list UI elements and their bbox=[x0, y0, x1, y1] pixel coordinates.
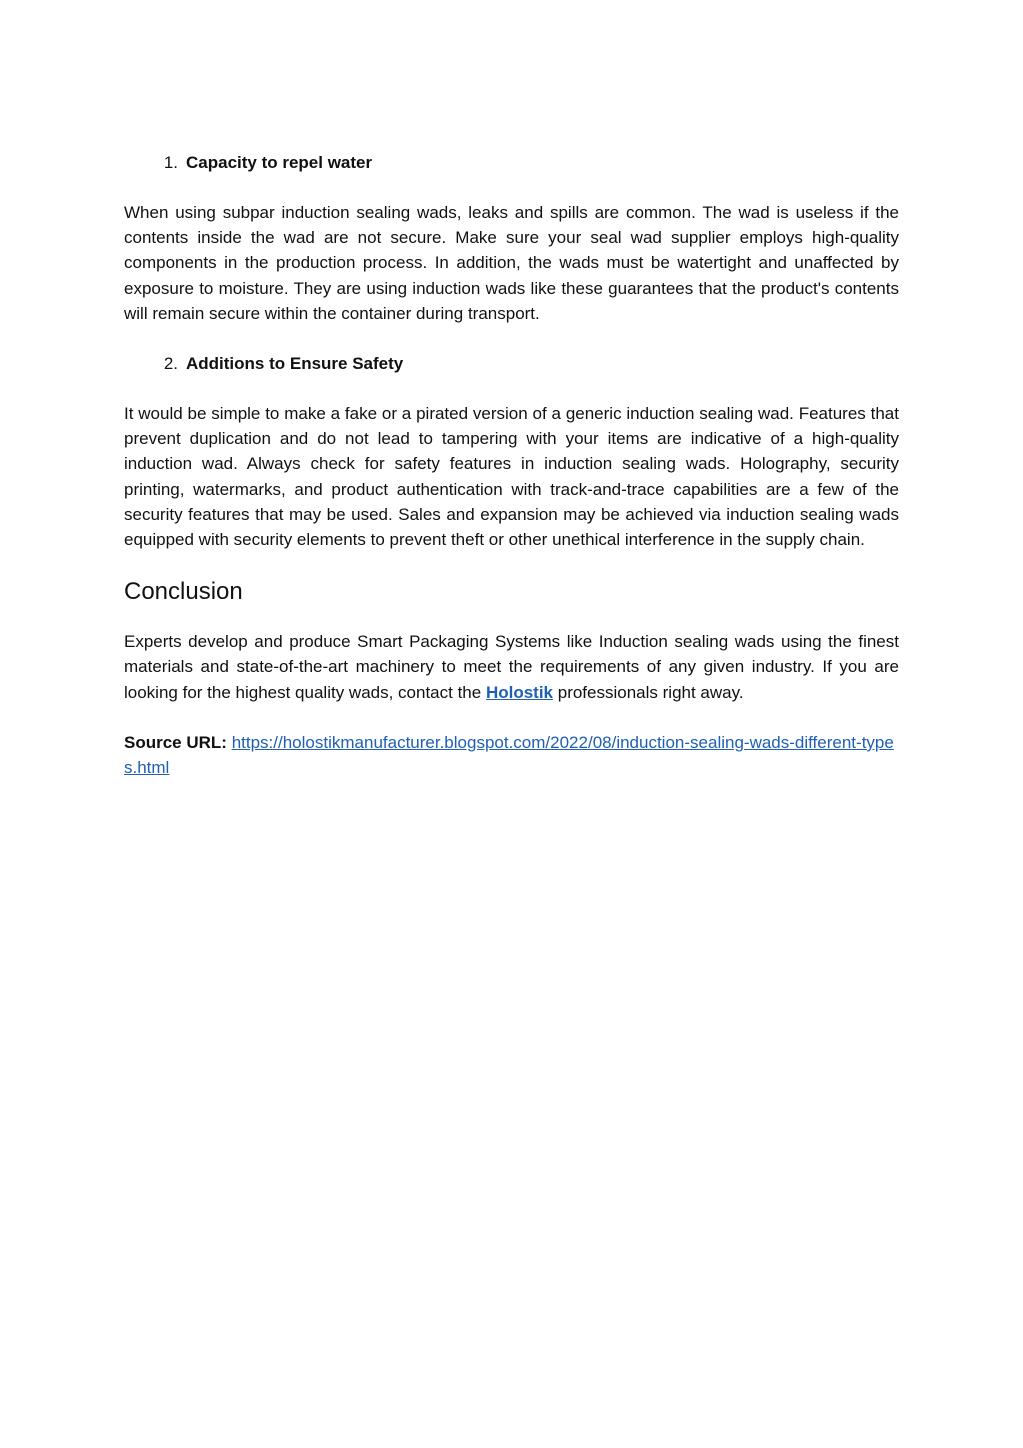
source-url-link[interactable]: https://holostikmanufacturer.blogspot.com/2022/08/induction-sealing-wads-different-types.html bbox=[124, 732, 894, 778]
source-line bbox=[124, 730, 899, 780]
list-title: Capacity to repel water bbox=[186, 153, 373, 172]
list-item-1-heading bbox=[124, 150, 899, 175]
conclusion-text-before: Experts develop and produce Smart Packaging Systems like Induction sealing wads using the finest materials and state-of-the-art machinery to meet the requirements of any given industry. If you are looking for the highest quality wads, contact the bbox=[124, 632, 899, 702]
list-item-2-heading bbox=[124, 351, 899, 376]
paragraph-safety: It would be simple to make a fake or a pirated version of a generic induction sealing wad. Features that prevent duplication and do not lead to tampering with your items are indicative of a high-quality induction wad. Always check for safety features in induction sealing wads. Holography, security printing, watermarks, and product authentication with track-and-trace capabilities are a few of the security features that may be used. Sales and expansion may be achieved via induction sealing wads equipped with security elements to prevent theft or other unethical interference in the supply chain. bbox=[124, 404, 899, 550]
conclusion-heading: Conclusion bbox=[124, 578, 243, 606]
holostik-link[interactable]: Holostik bbox=[485, 682, 554, 702]
list-number: 2. bbox=[163, 354, 178, 374]
list-number: 1. bbox=[163, 153, 178, 172]
paragraph-water-repel: When using subpar induction sealing wads, leaks and spills are common. The wad is useless if the contents inside the wad are not secure. Make sure your seal wad supplier employs high-quality components in the production process. In addition, the wads must be watertight and unaffected by exposure to moisture. They are using induction wads like these guarantees that the product's contents will remain secure within the container during transport. bbox=[124, 203, 899, 323]
paragraph-conclusion bbox=[124, 629, 899, 705]
document-page bbox=[124, 150, 899, 805]
source-label: Source URL: bbox=[124, 732, 227, 752]
conclusion-text-after: professionals right away. bbox=[553, 682, 744, 702]
list-title: Additions to Ensure Safety bbox=[186, 354, 404, 374]
